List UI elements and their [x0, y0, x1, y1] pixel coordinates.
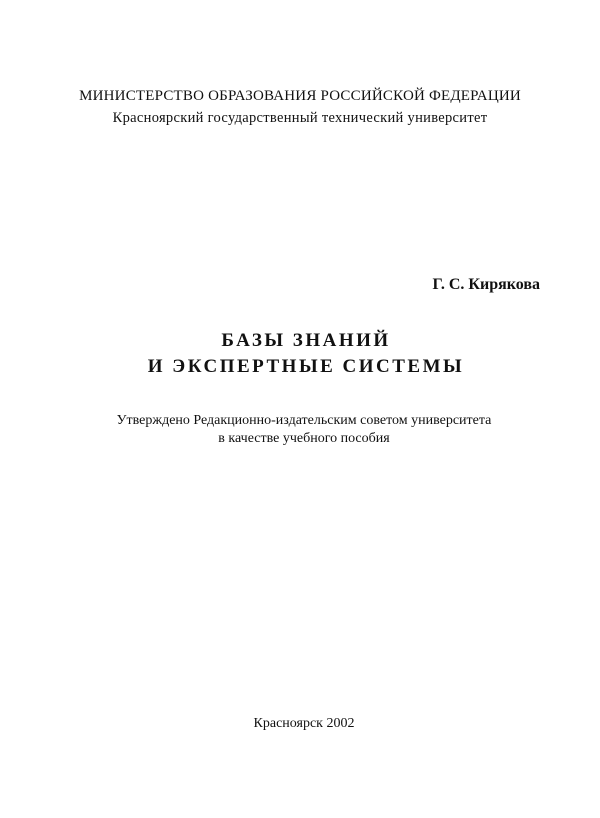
- book-title-line-2: И ЭКСПЕРТНЫЕ СИСТЕМЫ: [147, 356, 465, 377]
- university-name: Красноярский государственный технический университет: [112, 110, 488, 126]
- approval-note-line-1: Утверждено Редакционно-издательским советом университета: [116, 413, 492, 428]
- ministry-heading: МИНИСТЕРСТВО ОБРАЗОВАНИЯ РОССИЙСКОЙ ФЕДЕРАЦИИ: [79, 88, 521, 104]
- author-name: Г. С. Кирякова: [432, 276, 540, 293]
- book-title-line-1: БАЗЫ ЗНАНИЙ: [221, 330, 391, 351]
- approval-note-line-2: в качестве учебного пособия: [218, 431, 390, 446]
- city-year: Красноярск 2002: [253, 716, 355, 731]
